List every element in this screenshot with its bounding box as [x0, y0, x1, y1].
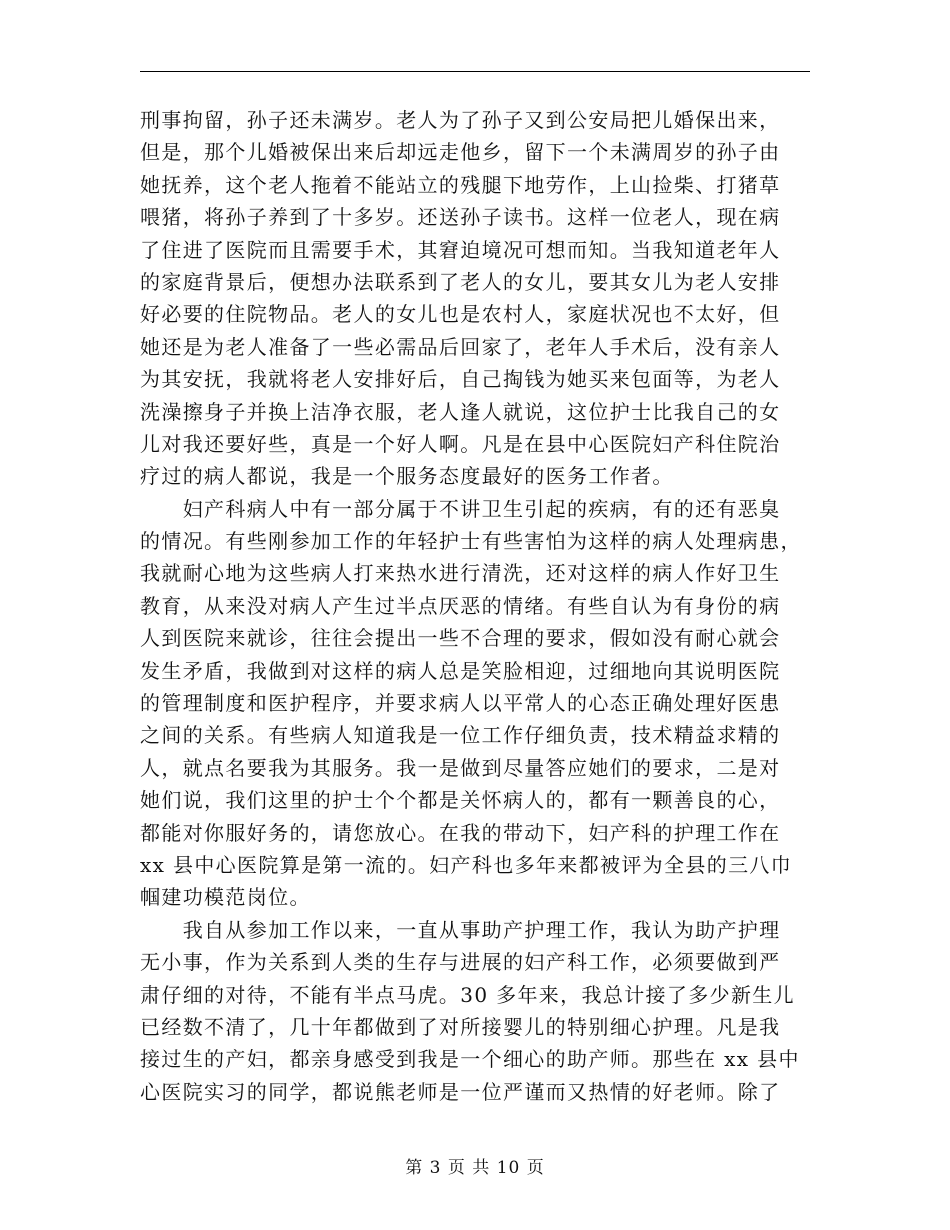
text-line: 接过生的产妇，都亲身感受到我是一个细心的助产师。那些在 xx 县中 [140, 1047, 800, 1072]
text-line: 她抚养，这个老人拖着不能站立的残腿下地劳作，上山捡柴、打猪草 [140, 172, 781, 197]
text-line: 好必要的住院物品。老人的女儿也是农村人，家庭状况也不太好，但 [140, 302, 781, 327]
text-line: 她们说，我们这里的护士个个都是关怀病人的，都有一颗善良的心， [140, 788, 781, 813]
text-line: 儿对我还要好些，真是一个好人啊。凡是在县中心医院妇产科住院治 [140, 431, 781, 456]
text-line: 喂猪，将孙子养到了十多岁。还送孙子读书。这样一位老人，现在病 [140, 205, 781, 230]
text-line: 洗澡擦身子并换上洁净衣服，老人逢人就说，这位护士比我自己的女 [140, 399, 781, 424]
text-line: 疗过的病人都说，我是一个服务态度最好的医务工作者。 [140, 464, 674, 489]
text-line: 我就耐心地为这些病人打来热水进行清洗，还对这样的病人作好卫生 [140, 561, 781, 586]
page-footer: 第 3 页 共 10 页 [405, 1158, 545, 1178]
text-line: 都能对你服好务的，请您放心。在我的带动下，妇产科的护理工作在 [140, 820, 781, 845]
text-line: 已经数不清了，几十年都做到了对所接婴儿的特别细心护理。凡是我 [140, 1014, 781, 1039]
text-line: 为其安抚，我就将老人安排好后，自己掏钱为她买来包面等，为老人 [140, 367, 781, 392]
text-line: xx 县中心医院算是第一流的。妇产科也多年来都被评为全县的三八巾 [140, 852, 793, 877]
text-line: 教育，从来没对病人产生过半点厌恶的情绪。有些自认为有身份的病 [140, 593, 781, 618]
text-line: 人，就点名要我为其服务。我一是做到尽量答应她们的要求，二是对 [140, 755, 781, 780]
text-line: 心医院实习的同学，都说熊老师是一位严谨而又热情的好老师。除了 [140, 1079, 781, 1104]
text-line: 人到医院来就诊，往往会提出一些不合理的要求，假如没有耐心就会 [140, 626, 781, 651]
text-line: 但是，那个儿婚被保出来后却远走他乡，留下一个未满周岁的孙子由 [140, 140, 781, 165]
body-text [140, 104, 810, 1108]
text-line: 她还是为老人准备了一些必需品后回家了，老年人手术后，没有亲人 [140, 334, 781, 359]
text-line: 了住进了医院而且需要手术，其窘迫境况可想而知。当我知道老年人 [140, 237, 781, 262]
text-line: 的情况。有些刚参加工作的年轻护士有些害怕为这样的病人处理病患， [140, 529, 802, 554]
text-line: 妇产科病人中有一部分属于不讲卫生引起的疾病，有的还有恶臭 [140, 496, 781, 521]
text-line: 帼建功模范岗位。 [140, 885, 311, 910]
text-line: 发生矛盾，我做到对这样的病人总是笑脸相迎，过细地向其说明医院 [140, 658, 781, 683]
text-line: 无小事，作为关系到人类的生存与进展的妇产科工作，必须要做到严 [140, 950, 781, 975]
text-line: 的家庭背景后，便想办法联系到了老人的女儿，要其女儿为老人安排 [140, 269, 781, 294]
text-line: 肃仔细的对待，不能有半点马虎。30 多年来，我总计接了多少新生儿 [140, 982, 796, 1007]
text-line: 的管理制度和医护程序，并要求病人以平常人的心态正确处理好医患 [140, 691, 781, 716]
header-rule [140, 71, 810, 72]
text-line: 刑事拘留，孙子还未满岁。老人为了孙子又到公安局把儿婚保出来， [140, 108, 781, 132]
text-line: 我自从参加工作以来，一直从事助产护理工作，我认为助产护理 [140, 917, 781, 942]
text-line: 之间的关系。有些病人知道我是一位工作仔细负责，技术精益求精的 [140, 723, 781, 748]
